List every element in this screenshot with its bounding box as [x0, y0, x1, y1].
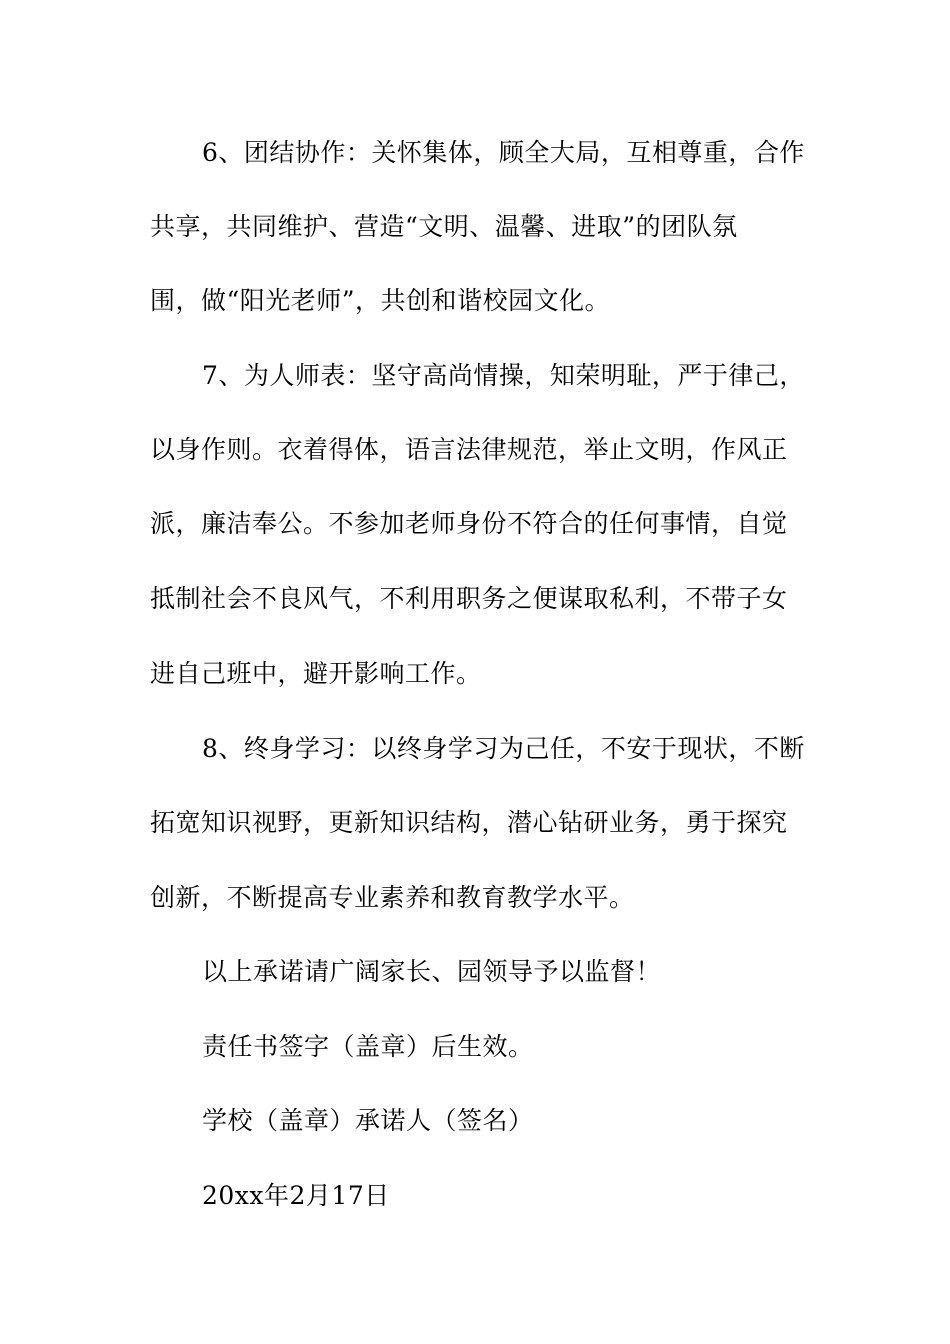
text-line: 拓宽知识视野，更新知识结构，潜心钻研业务，勇于探究 — [150, 808, 788, 837]
text-line: 7、为人师表：坚守高尚情操，知荣明耻，严于律己， — [202, 361, 805, 390]
date-line: 20xx年2月17日 — [202, 1181, 390, 1210]
text-line: 创新，不断提高专业素养和教育教学水平。 — [150, 883, 635, 912]
text-line: 共享，共同维护、营造“文明、温馨、进取”的团队氛 — [150, 212, 738, 241]
text-line: 进自己班中，避开影响工作。 — [150, 659, 482, 688]
text-line: 派，廉洁奉公。不参加老师身份不符合的任何事情，自觉 — [150, 509, 788, 538]
text-line: 8、终身学习：以终身学习为己任，不安于现状，不断 — [202, 734, 805, 763]
supervision-statement: 以上承诺请广阔家长、园领导予以监督！ — [202, 957, 662, 986]
text-line: 围，做“阳光老师”，共创和谐校园文化。 — [150, 286, 611, 315]
signature-line: 学校（盖章）承诺人（签名） — [202, 1106, 534, 1135]
text-line: 以身作则。衣着得体，语言法律规范，举止文明，作风正 — [150, 435, 788, 464]
text-line: 抵制社会不良风气，不利用职务之便谋取私利，不带子女 — [150, 584, 788, 613]
text-line: 6、团结协作：关怀集体，顾全大局，互相尊重，合作 — [202, 138, 805, 167]
effective-statement: 责任书签字（盖章）后生效。 — [202, 1032, 534, 1061]
